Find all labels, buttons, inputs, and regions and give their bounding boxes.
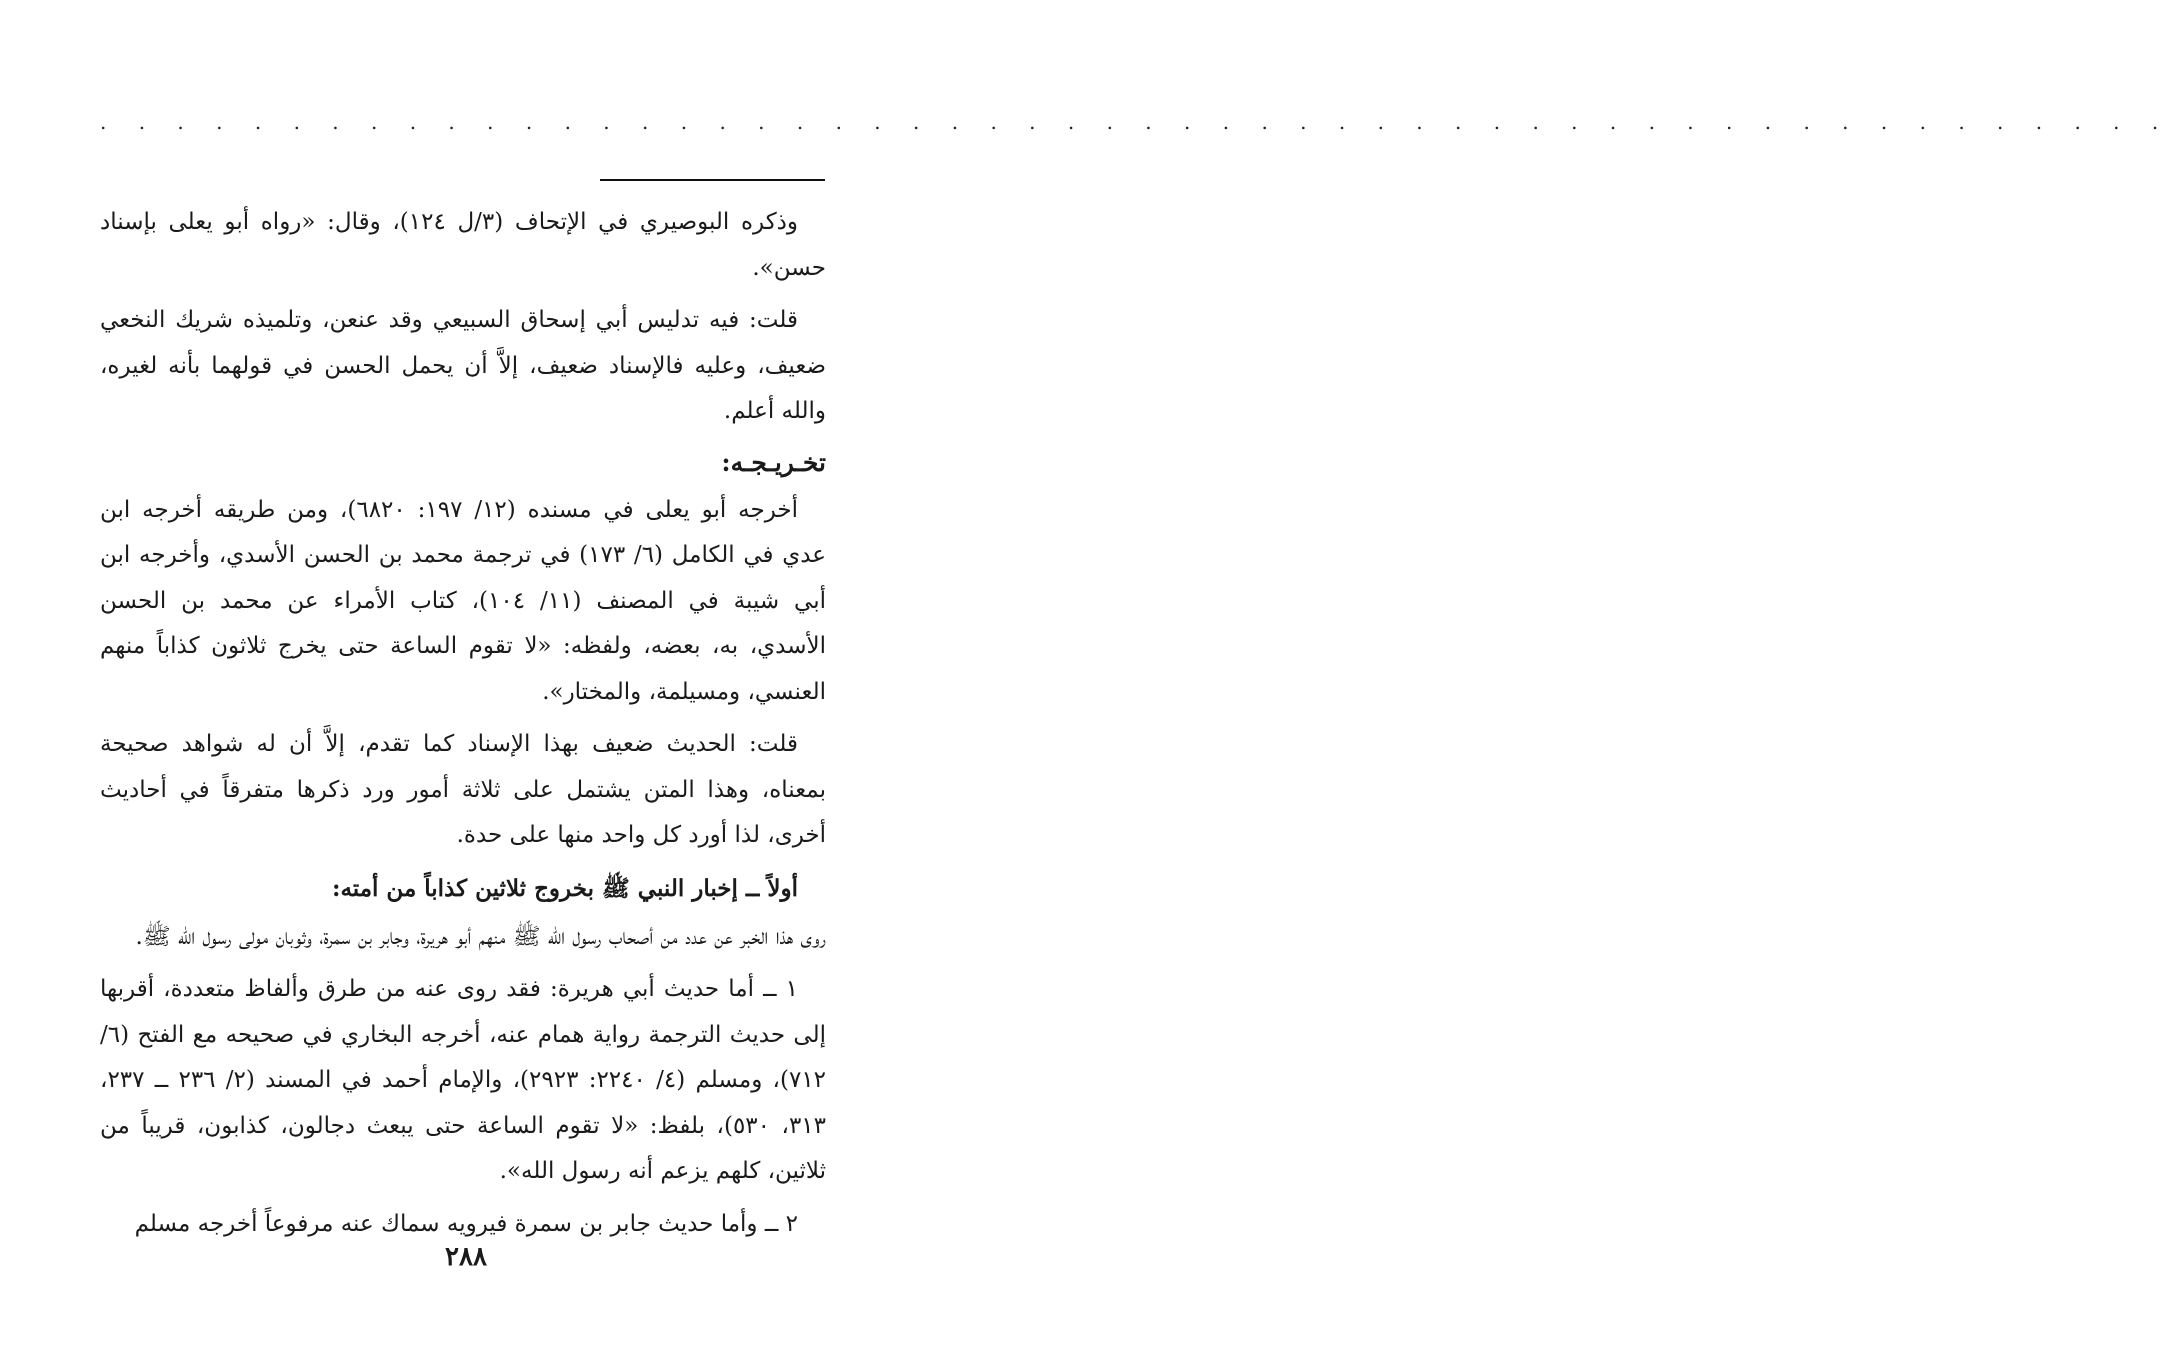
paragraph-busiri-citation: وذكره البوصيري في الإتحاف (٣/ل ١٢٤)، وقال: «رواه أبو يعلى بإسناد حسن». <box>100 209 826 281</box>
footnote-rule <box>600 179 825 181</box>
page-number: ٢٨٨ <box>445 1242 487 1272</box>
heading-takhrij: تخـريـجـه: <box>721 447 826 477</box>
heading-first-matter: أولاً ــ إخبار النبي ﷺ بخروج ثلاثين كذاباً من أمته: <box>331 874 798 902</box>
paragraph-abu-hurayra: ١ ــ أما حديث أبي هريرة: فقد روى عنه من طرق وألفاظ متعددة، أقربها إلى حديث الترجمة رواية همام عنه، أخرجه البخاري في صحيحه مع الفتح (٦/ ٧١٢)، ومسلم (٤/ ٢٢٤٠: ٢٩٢٣)، والإمام أحمد في المسند (٢/ ٢٣٦ ــ ٢٣٧، ٣١٣، ٥٣٠)، بلفظ: «لا تقوم الساعة حتى يبعث دجالون، كذابون، قريباً من ثلاثين، كلهم يزعم أنه رسول الله». <box>100 976 827 1184</box>
paragraph-jabir: ٢ ــ وأما حديث جابر بن سمرة فيرويه سماك عنه مرفوعاً أخرجه مسلم <box>134 1210 798 1237</box>
paragraph-narrators: روى هذا الخبر عن عدد من أصحاب رسول الله ﷺ منهم أبو هريرة، وجابر بن سمرة، وثوبان مولى رسول الله ﷺ. <box>135 923 826 950</box>
paragraph-hadith-weakness: قلت: الحديث ضعيف بهذا الإسناد كما تقدم، إلاَّ أن له شواهد صحيحة بمعناه، وهذا المتن يشتمل على ثلاثة أمور ورد ذكرها متفرقاً في أحاديث أخرى، لذا أورد كل واحد منها على حدة. <box>100 731 826 848</box>
page-body <box>100 200 826 1254</box>
paragraph-takhrij: أخرجه أبو يعلى في مسنده (١٢/ ١٩٧: ٦٨٢٠)، ومن طريقه أخرجه ابن عدي في الكامل (٦/ ١٧٣) في ترجمة محمد بن الحسن الأسدي، وأخرجه ابن أبي شيبة في المصنف (١١/ ١٠٤)، كتاب الأمراء عن محمد بن الحسن الأسدي، به، بعضه، ولفظه: «لا تقوم الساعة حتى يخرج ثلاثون كذاباً منهم العنسي، ومسيلمة، والمختار». <box>100 496 827 705</box>
paragraph-isnad-judgement: قلت: فيه تدليس أبي إسحاق السبيعي وقد عنعن، وتلميذه شريك النخعي ضعيف، وعليه فالإسناد ضعيف، إلاَّ أن يحمل الحسن في قولهما بأنه لغيره، والله أعلم. <box>100 307 826 424</box>
dotted-separator: . . . . . . . . . . . . . . . . . . . . . . . . . . . . . . . . . . . . . . . . . . . . . . . . . . . . . . <box>100 110 2171 134</box>
